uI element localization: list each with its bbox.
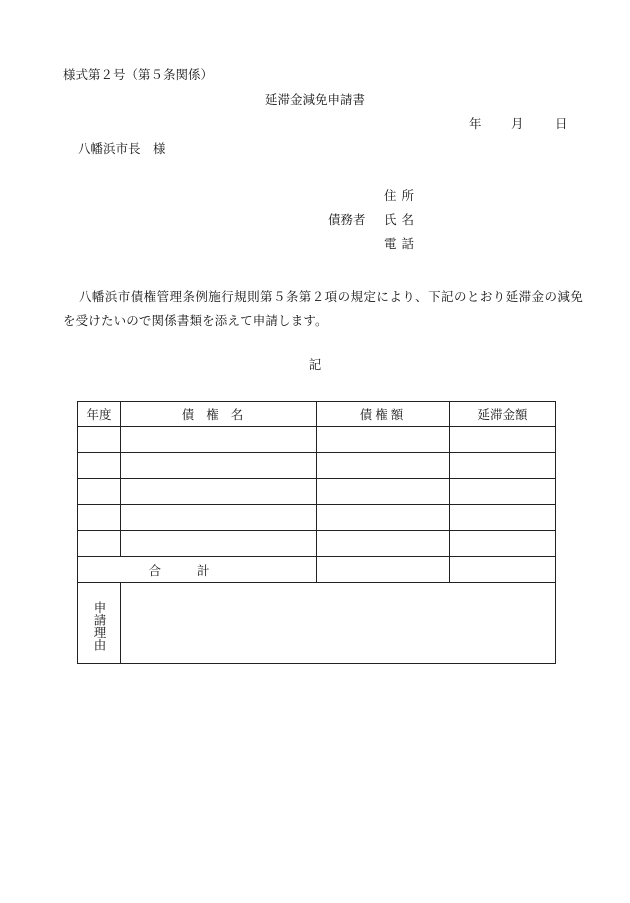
cell-fiscal-year[interactable]: [78, 479, 121, 505]
date-month-label: 月: [511, 116, 524, 131]
cell-claim-amount[interactable]: [317, 479, 450, 505]
cell-late-fee[interactable]: [450, 505, 556, 531]
date-year-label: 年: [469, 116, 482, 131]
cell-claim-name[interactable]: [121, 453, 317, 479]
name-label: 氏名: [384, 212, 420, 227]
body-paragraph: 八幡浜市債権管理条例施行規則第５条第２項の規定により、下記のとおり延滞金の減免を受けたいので関係書類を添えて申請します。: [63, 289, 583, 328]
total-label: 合計: [78, 557, 317, 583]
table-row: [78, 427, 556, 453]
cell-late-fee[interactable]: [450, 479, 556, 505]
cell-fiscal-year[interactable]: [78, 453, 121, 479]
reason-row: [78, 583, 556, 664]
table-header-row: [78, 402, 556, 427]
cell-claim-name[interactable]: [121, 505, 317, 531]
cell-late-fee[interactable]: [450, 427, 556, 453]
reason-label: 申請理由: [92, 600, 107, 651]
reason-field[interactable]: [121, 583, 556, 664]
table-row: [78, 453, 556, 479]
header-claim-name: 債権名: [121, 402, 317, 427]
cell-fiscal-year[interactable]: [78, 427, 121, 453]
reason-label-cell: [78, 583, 121, 664]
address-label: 住所: [384, 188, 420, 203]
recipient: 八幡浜市長 様: [78, 141, 166, 156]
table-row: [78, 479, 556, 505]
cell-claim-name[interactable]: [121, 427, 317, 453]
document-title: 延滞金減免申請書: [264, 92, 365, 107]
ki-heading: 記: [308, 357, 322, 372]
cell-claim-amount[interactable]: [317, 531, 450, 557]
cell-fiscal-year[interactable]: [78, 531, 121, 557]
total-claim-amount[interactable]: [317, 557, 450, 583]
form-number: 様式第２号（第５条関係）: [63, 67, 214, 82]
phone-label: 電話: [384, 236, 420, 251]
cell-claim-name[interactable]: [121, 479, 317, 505]
table-row: [78, 505, 556, 531]
claims-table: [77, 401, 556, 664]
cell-claim-amount[interactable]: [317, 427, 450, 453]
header-claim-amount: 債権額: [317, 402, 450, 427]
header-late-fee: 延滞金額: [450, 402, 556, 427]
total-row: [78, 557, 556, 583]
cell-claim-name[interactable]: [121, 531, 317, 557]
cell-fiscal-year[interactable]: [78, 505, 121, 531]
cell-late-fee[interactable]: [450, 453, 556, 479]
header-fiscal-year: 年度: [78, 402, 121, 427]
cell-late-fee[interactable]: [450, 531, 556, 557]
cell-claim-amount[interactable]: [317, 505, 450, 531]
debtor-label: 債務者: [328, 212, 366, 227]
total-late-fee[interactable]: [450, 557, 556, 583]
date-day-label: 日: [555, 116, 568, 131]
cell-claim-amount[interactable]: [317, 453, 450, 479]
table-row: [78, 531, 556, 557]
